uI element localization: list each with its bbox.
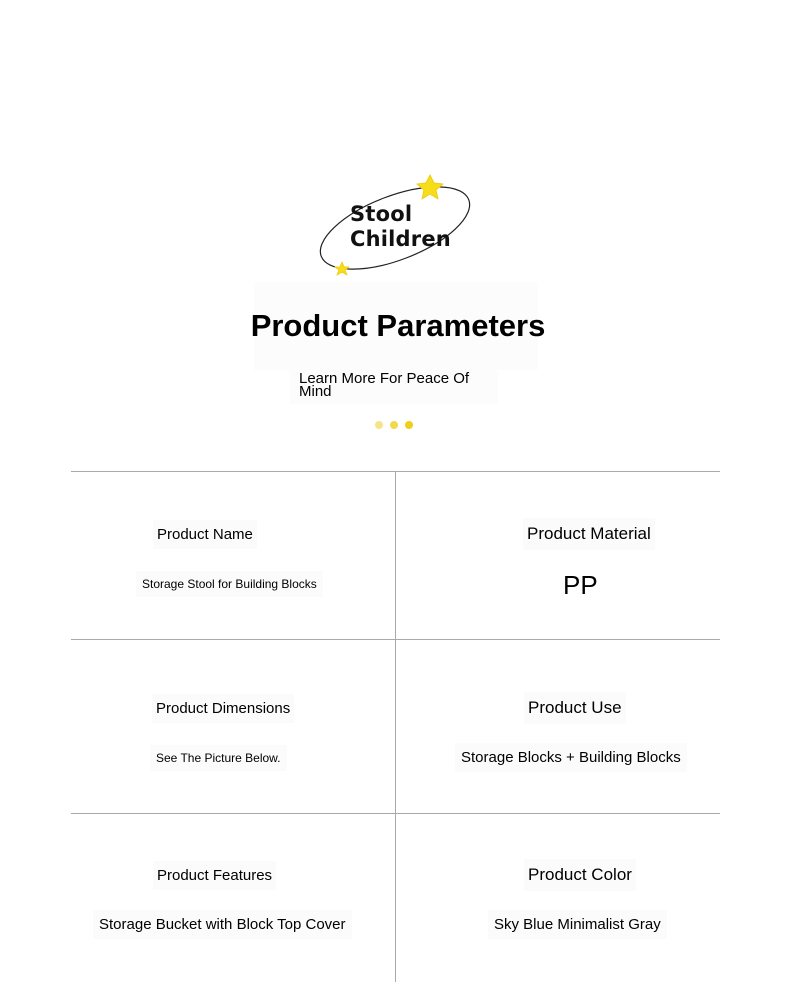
page-subtitle: Learn More For Peace Of Mind (299, 370, 470, 400)
product-name-label: Product Name (153, 520, 257, 549)
parameters-grid (71, 471, 720, 982)
logo-orbit-graphic (312, 172, 478, 280)
brand-logo (312, 172, 478, 280)
product-name-value: Storage Stool for Building Blocks (136, 571, 323, 597)
product-use-value: Storage Blocks + Building Blocks (455, 743, 687, 772)
product-features-value: Storage Bucket with Block Top Cover (93, 910, 352, 939)
decorative-dots (375, 421, 413, 429)
star-icon (417, 175, 443, 199)
product-features-label: Product Features (153, 861, 276, 890)
product-use-label: Product Use (524, 692, 626, 724)
dot-2 (390, 421, 398, 429)
page-title: Product Parameters (250, 308, 546, 343)
product-dimensions-value: See The Picture Below. (150, 745, 287, 771)
product-material-value: PP (563, 570, 598, 600)
dot-1 (375, 421, 383, 429)
grid-column-divider (395, 471, 396, 982)
title-panel (250, 282, 546, 370)
logo-text-line2: Children (350, 227, 451, 251)
product-material-label: Product Material (523, 518, 655, 550)
product-color-label: Product Color (524, 859, 636, 891)
dot-3 (405, 421, 413, 429)
logo-text-line1: Stool (350, 202, 413, 226)
star-icon (335, 262, 349, 275)
subtitle-panel (290, 366, 498, 404)
product-dimensions-label: Product Dimensions (152, 694, 294, 723)
product-color-value: Sky Blue Minimalist Gray (488, 910, 667, 939)
